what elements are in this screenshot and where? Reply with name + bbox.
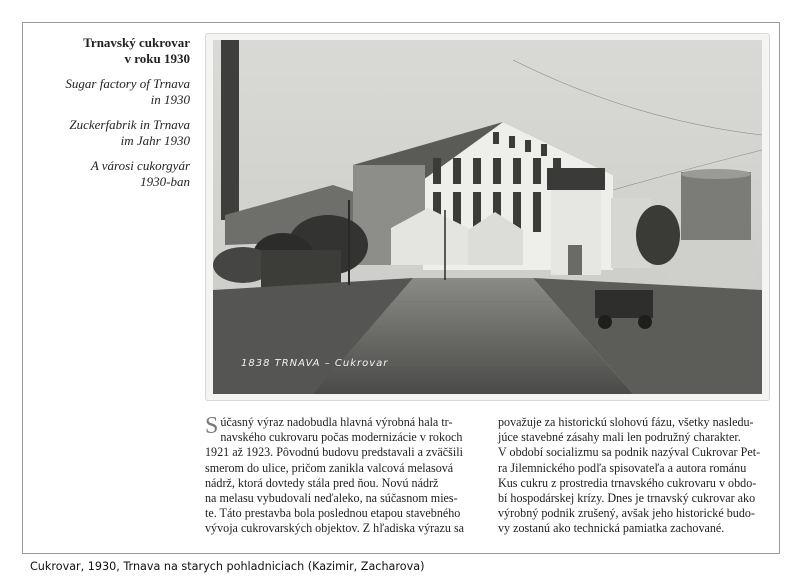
caption-hungarian xyxy=(30,158,190,190)
caption-line: Sugar factory of Trnava xyxy=(65,76,190,91)
caption-line: Trnavský cukrovar xyxy=(83,35,190,50)
text-line: júce stavebné zásahy mali len podružný charakter. xyxy=(498,430,741,445)
text-line: Kus cukru z prostredia trnavského cukrovaru v obdo- xyxy=(498,475,757,490)
caption-slovak xyxy=(30,35,190,67)
footer-caption: Cukrovar, 1930, Trnava na starych pohladniciach (Kazimir, Zacharova) xyxy=(30,560,425,573)
dropcap: S xyxy=(205,413,219,439)
caption-english xyxy=(30,76,190,108)
text-line: V období socializmu sa podnik nazýval Cukrovar Pet- xyxy=(498,445,761,460)
text-column-right xyxy=(498,415,768,537)
text-line: bí hospodárskej krízy. Dnes je trnavský cukrovar ako xyxy=(498,491,756,506)
photo-card xyxy=(205,33,770,401)
text-line: považuje za historickú slohovú fázu, všetky nasledu- xyxy=(498,415,754,429)
factory-photograph xyxy=(213,40,762,394)
photo-caption: 1838 TRNAVA – Cukrovar xyxy=(241,358,389,369)
photograph-illustration xyxy=(213,40,762,394)
caption-line: v roku 1930 xyxy=(124,51,190,66)
text-line: vývoja cukrovarských objektov. Z hľadiska výrazu sa xyxy=(205,521,465,536)
text-line: nádrž, ktorá dovtedy stála pred ňou. Novú nádrž xyxy=(205,475,439,490)
text-line: ra Jilemnického podľa spisovateľa a autora románu xyxy=(498,460,747,475)
article-text xyxy=(205,415,768,548)
text-line: vy zostanú ako technická pamiatka zachované. xyxy=(498,521,725,536)
caption-line: Zuckerfabrik in Trnava xyxy=(69,117,190,132)
caption-line: A városi cukorgyár xyxy=(90,158,190,173)
text-line: smerom do ulice, pričom zanikla valcová melasová xyxy=(205,460,454,475)
caption-german xyxy=(30,117,190,149)
text-line: účasný výraz nadobudla hlavná výrobná hala tr- xyxy=(220,415,453,429)
text-line: výrobný podnik zrušený, avšak jeho historické budo- xyxy=(498,506,755,521)
caption-line: 1930-ban xyxy=(140,174,190,189)
caption-line: in 1930 xyxy=(150,92,190,107)
text-column-left xyxy=(205,415,475,537)
caption-line: im Jahr 1930 xyxy=(120,133,190,148)
text-line: te. Táto prestavba bola poslednou etapou stavebného xyxy=(205,506,461,521)
photo-captions xyxy=(30,35,190,199)
text-line: na melasu vybudovali neďaleko, na súčasnom mies- xyxy=(205,491,458,506)
text-line: 1921 až 1923. Pôvodnú budovu predstavali a zväčšili xyxy=(205,445,463,460)
text-line: navského cukrovaru počas modernizácie v rokoch xyxy=(220,430,463,445)
